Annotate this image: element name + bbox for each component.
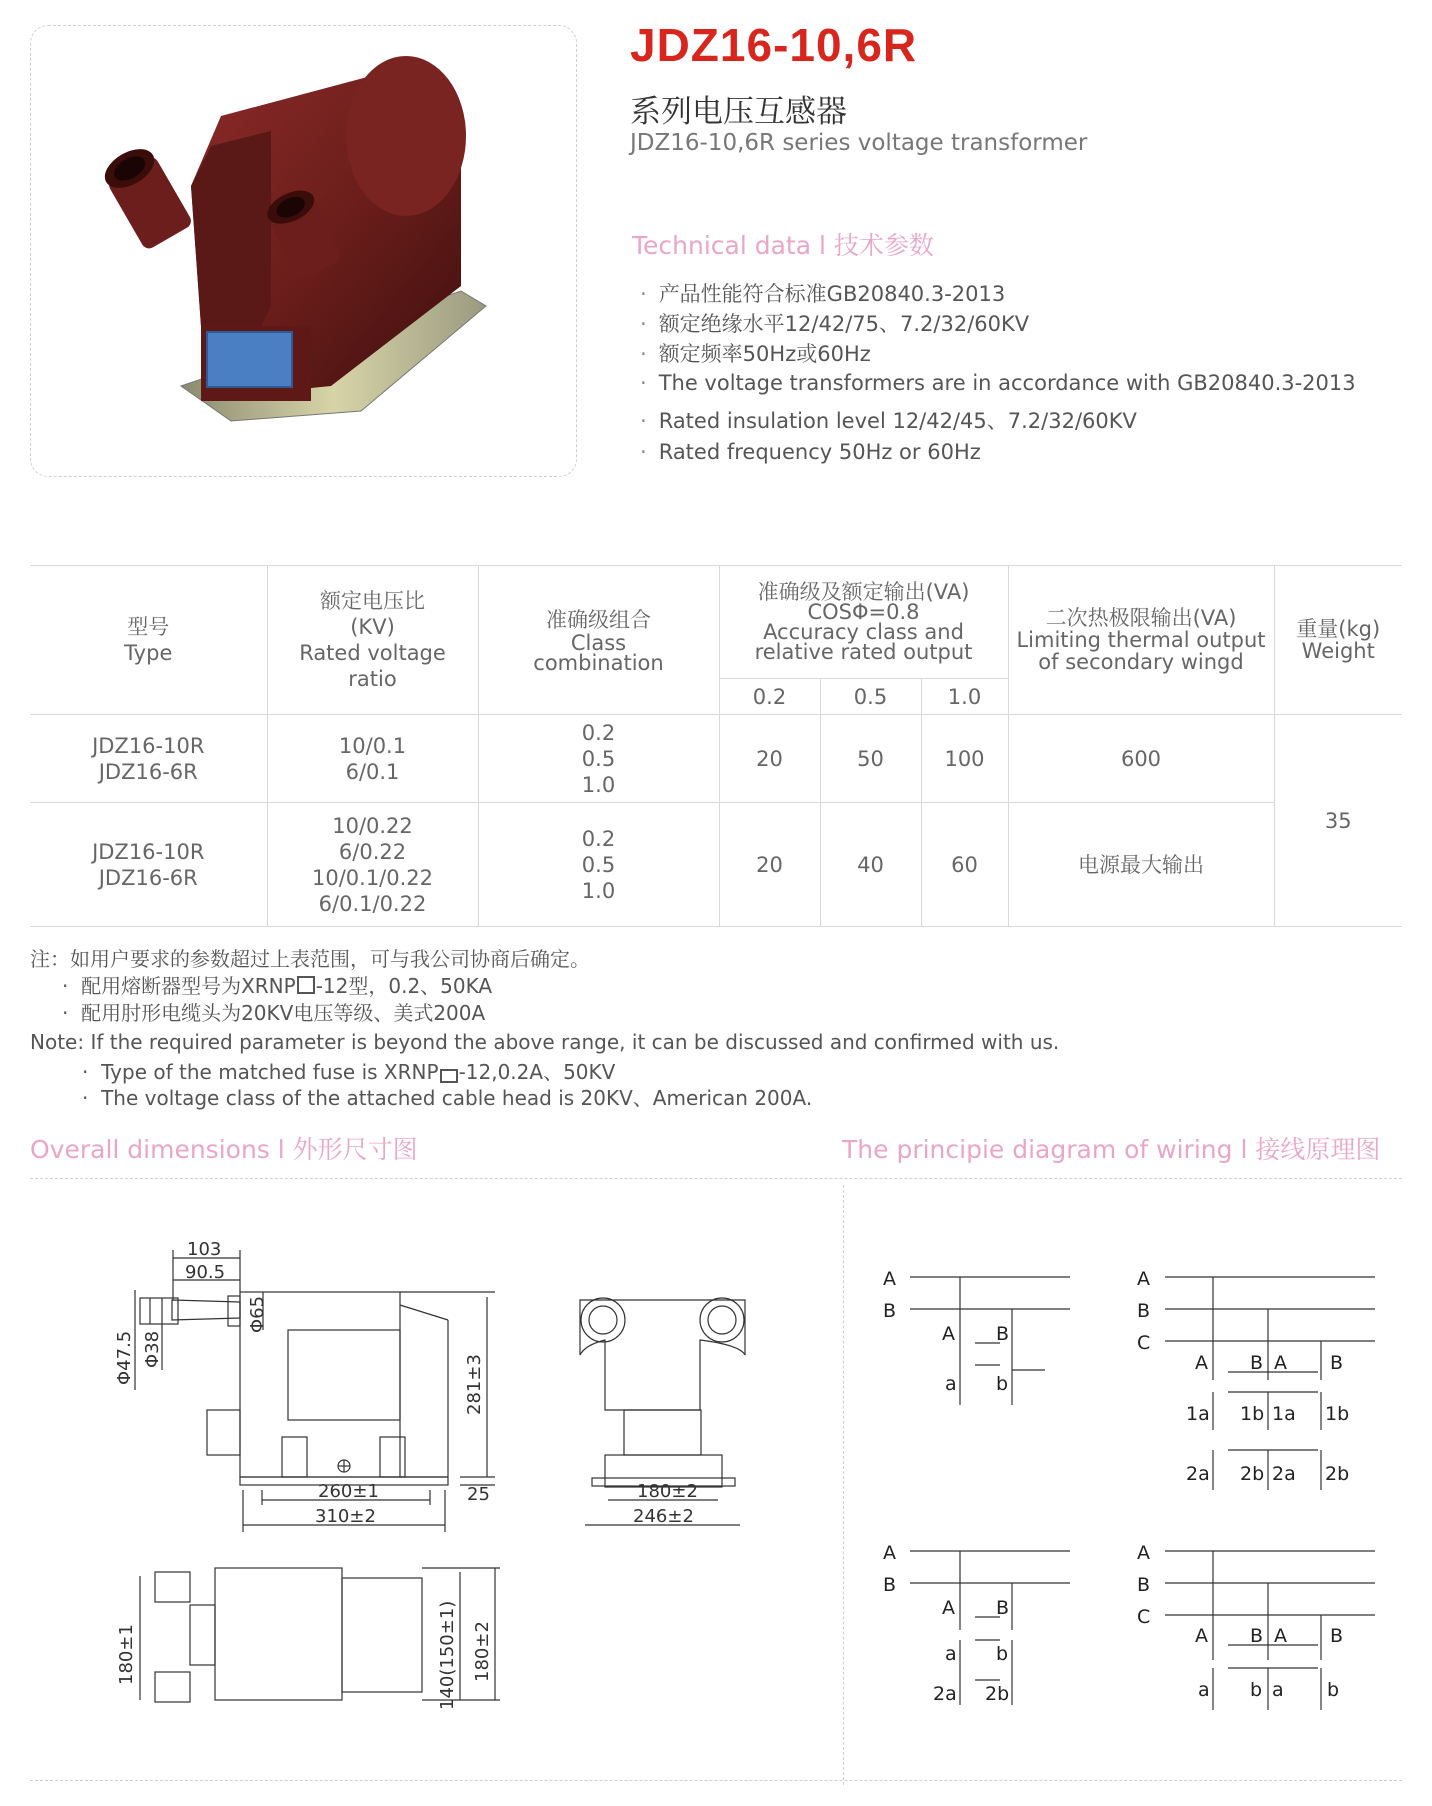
diagram-label: b bbox=[996, 1373, 1009, 1395]
dimensions-heading: Overall dimensions l 外形尺寸图 bbox=[30, 1135, 418, 1164]
product-subtitle-en: JDZ16-10,6R series voltage transformer bbox=[630, 130, 1088, 156]
diagram-label: A bbox=[942, 1597, 955, 1619]
diagram-label: 2b bbox=[985, 1683, 1010, 1705]
diagram-label: a bbox=[945, 1643, 957, 1665]
diagram-label: 1a bbox=[1186, 1403, 1210, 1425]
cell-class: 0.2 0.5 1.0 bbox=[478, 715, 719, 803]
diagram-label: B bbox=[1250, 1625, 1264, 1647]
technical-heading: Technical data l 技术参数 bbox=[632, 231, 934, 260]
header-limit: 二次热极限输出(VA) Limiting thermal output of secondary wingd bbox=[1008, 566, 1274, 715]
header-type: 型号 Type bbox=[30, 566, 267, 715]
dim-label: 260±1 bbox=[318, 1481, 379, 1502]
diagram-label: a bbox=[945, 1373, 957, 1395]
header-accuracy: 准确级及额定输出(VA) COSΦ=0.8 Accuracy class and relative rated output bbox=[719, 566, 1008, 679]
cell-v05: 40 bbox=[820, 803, 921, 927]
diagram-label: 1a bbox=[1272, 1403, 1296, 1425]
cell-limit: 600 bbox=[1008, 715, 1274, 803]
dim-label: 140(150±1) bbox=[437, 1600, 458, 1710]
cell-v02: 20 bbox=[719, 715, 820, 803]
header-weight: 重量(kg) Weight bbox=[1274, 566, 1402, 715]
dim-label: 103 bbox=[187, 1239, 222, 1260]
dim-label: 246±2 bbox=[633, 1506, 694, 1527]
diagram-label: A bbox=[883, 1268, 896, 1290]
spec-table bbox=[30, 565, 1402, 927]
diagram-label: b bbox=[1250, 1679, 1263, 1701]
note-cn-0: 注：如用户要求的参数超过上表范围，可与我公司协商后确定。 bbox=[30, 947, 590, 971]
diagram-label: C bbox=[1137, 1332, 1151, 1354]
cell-v02: 20 bbox=[719, 803, 820, 927]
diagram-label: 1b bbox=[1240, 1403, 1265, 1425]
diagram-label: B bbox=[1330, 1625, 1344, 1647]
header-class: 准确级组合 Class combination bbox=[478, 566, 719, 715]
subheader-1.0: 1.0 bbox=[921, 679, 1008, 715]
cell-class: 0.2 0.5 1.0 bbox=[478, 803, 719, 927]
dim-label: 281±3 bbox=[464, 1354, 485, 1415]
note-cn-1: · 配用熔断器型号为XRNP -12型，0.2、50KA bbox=[62, 974, 493, 998]
cell-v10: 100 bbox=[921, 715, 1008, 803]
table-row bbox=[30, 803, 1402, 927]
diagram-label: 1b bbox=[1325, 1403, 1350, 1425]
diagram-label: B bbox=[996, 1597, 1010, 1619]
product-subtitle-cn: 系列电压互感器 bbox=[630, 94, 847, 130]
diagram-label: A bbox=[883, 1542, 896, 1564]
technical-bullet: · 产品性能符合标准GB20840.3-2013 bbox=[640, 282, 1006, 306]
diagram-label: B bbox=[883, 1300, 897, 1322]
diagram-label: a bbox=[1272, 1679, 1284, 1701]
technical-bullet: · Rated frequency 50Hz or 60Hz bbox=[640, 440, 981, 464]
diagram-label: A bbox=[1137, 1542, 1150, 1564]
note-en-0: Note: If the required parameter is beyond the above range, it can be discussed and confirmed with us. bbox=[30, 1030, 1060, 1054]
diagram-label: A bbox=[942, 1323, 955, 1345]
cell-ratio: 10/0.1 6/0.1 bbox=[267, 715, 478, 803]
diagram-label: 2b bbox=[1240, 1463, 1265, 1485]
table-row bbox=[30, 715, 1402, 803]
dim-label: Φ65 bbox=[247, 1295, 268, 1333]
diagram-label: A bbox=[1195, 1625, 1208, 1647]
dim-label: 180±1 bbox=[116, 1624, 137, 1685]
cell-limit: 电源最大输出 bbox=[1008, 803, 1274, 927]
cell-v10: 60 bbox=[921, 803, 1008, 927]
note-en-2: · The voltage class of the attached cable head is 20KV、American 200A. bbox=[82, 1086, 813, 1110]
diagram-label: 2a bbox=[1186, 1463, 1210, 1485]
diagram-label: B bbox=[996, 1323, 1010, 1345]
dim-label: 180±2 bbox=[472, 1621, 493, 1682]
diagram-label: A bbox=[1195, 1352, 1208, 1374]
product-title: JDZ16-10,6R bbox=[630, 19, 918, 71]
note-en-1: · Type of the matched fuse is XRNP -12,0.2A、50KV bbox=[82, 1060, 616, 1084]
table-header-row bbox=[30, 566, 1402, 679]
diagram-label: a bbox=[1198, 1679, 1210, 1701]
diagram-label: B bbox=[1137, 1574, 1151, 1596]
subheader-0.5: 0.5 bbox=[820, 679, 921, 715]
dimensions-drawing bbox=[0, 1190, 843, 1780]
diagram-label: C bbox=[1137, 1606, 1151, 1628]
divider bbox=[30, 1780, 1402, 1781]
header-ratio: 额定电压比 (KV) Rated voltage ratio bbox=[267, 566, 478, 715]
cell-type: JDZ16-10R JDZ16-6R bbox=[30, 803, 267, 927]
product-photo-frame bbox=[30, 25, 577, 477]
diagram-label: B bbox=[1250, 1352, 1264, 1374]
diagram-label: 2b bbox=[1325, 1463, 1350, 1485]
cell-v05: 50 bbox=[820, 715, 921, 803]
divider bbox=[30, 1178, 1402, 1179]
technical-bullet: · 额定绝缘水平12/42/75、7.2/32/60KV bbox=[640, 312, 1030, 336]
subheader-0.2: 0.2 bbox=[719, 679, 820, 715]
dim-label: Φ38 bbox=[142, 1330, 163, 1368]
cell-weight: 35 bbox=[1274, 715, 1402, 927]
wiring-heading: The principie diagram of wiring l 接线原理图 bbox=[842, 1135, 1381, 1164]
diagram-label: b bbox=[996, 1643, 1009, 1665]
dim-label: 180±2 bbox=[637, 1481, 698, 1502]
wiring-diagrams bbox=[843, 1190, 1432, 1780]
diagram-label: B bbox=[883, 1574, 897, 1596]
diagram-label: B bbox=[1330, 1352, 1344, 1374]
diagram-label: A bbox=[1274, 1352, 1287, 1374]
cell-type: JDZ16-10R JDZ16-6R bbox=[30, 715, 267, 803]
dim-label: Φ47.5 bbox=[114, 1330, 135, 1385]
dim-label: 310±2 bbox=[315, 1506, 376, 1527]
technical-bullet: · Rated insulation level 12/42/45、7.2/32/60KV bbox=[640, 409, 1137, 433]
diagram-label: A bbox=[1274, 1625, 1287, 1647]
diagram-label: 2a bbox=[1272, 1463, 1296, 1485]
product-photo bbox=[31, 26, 576, 476]
diagram-label: 2a bbox=[933, 1683, 957, 1705]
dim-label: 25 bbox=[467, 1484, 490, 1505]
diagram-label: b bbox=[1327, 1679, 1340, 1701]
dim-label: 90.5 bbox=[185, 1262, 226, 1283]
diagram-label: B bbox=[1137, 1300, 1151, 1322]
diagram-label: A bbox=[1137, 1268, 1150, 1290]
cell-ratio: 10/0.22 6/0.22 10/0.1/0.22 6/0.1/0.22 bbox=[267, 803, 478, 927]
note-cn-2: · 配用肘形电缆头为20KV电压等级、美式200A bbox=[62, 1001, 486, 1025]
technical-bullet: · 额定频率50Hz或60Hz bbox=[640, 342, 871, 366]
technical-bullet: · The voltage transformers are in accordance with GB20840.3-2013 bbox=[640, 371, 1356, 395]
